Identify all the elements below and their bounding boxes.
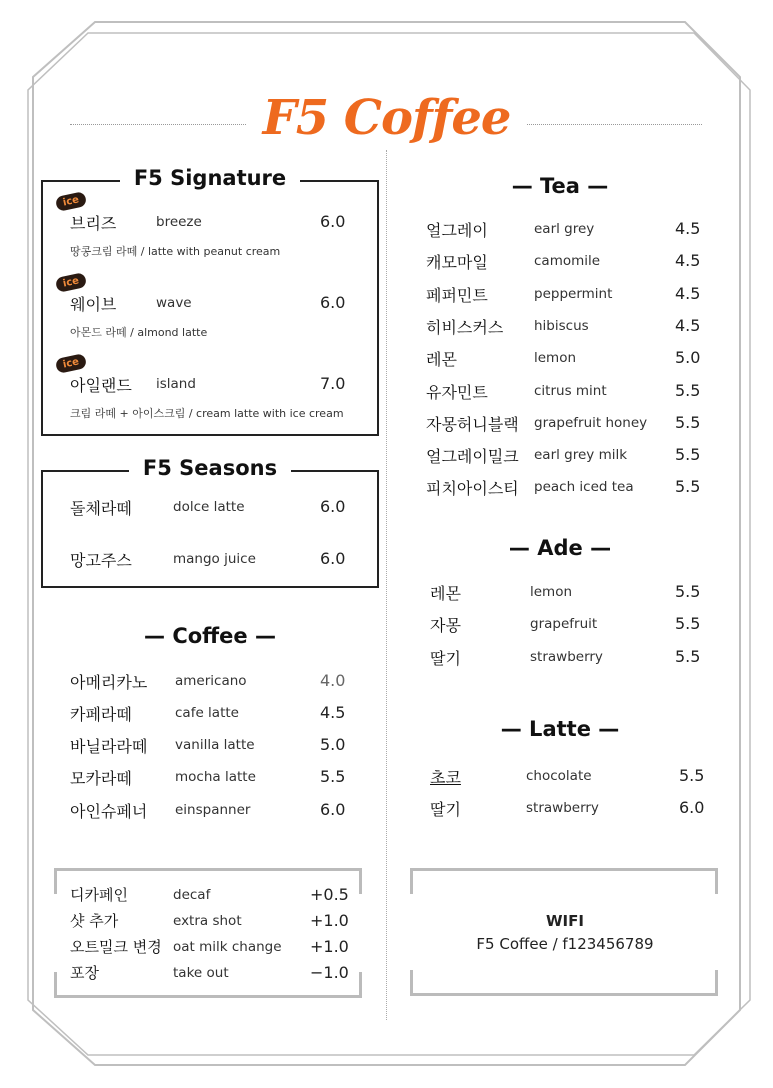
coffee-item-en: cafe latte [175, 705, 239, 721]
tea-item-kr: 얼그레이 [426, 221, 488, 240]
latte-item-price: 5.5 [679, 766, 705, 785]
coffee-item-en: einspanner [175, 802, 251, 818]
brand-logo: F5 Coffee [0, 88, 773, 148]
signature-item-kr: 아일랜드 [70, 376, 132, 395]
coffee-item-en: mocha latte [175, 769, 256, 785]
option-item-kr: 샷 추가 [70, 912, 119, 930]
option-item-en: extra shot [173, 913, 242, 929]
column-divider [386, 150, 387, 1020]
signature-item-en: island [156, 376, 196, 392]
coffee-title: — Coffee — [144, 624, 276, 648]
signature-item-price: 7.0 [320, 374, 346, 393]
latte-item-kr: 딸기 [430, 800, 461, 819]
signature-item-en: breeze [156, 214, 202, 230]
seasons-item-kr: 망고주스 [70, 551, 132, 570]
tea-item-price: 4.5 [675, 219, 701, 238]
ice-badge: ice [55, 191, 87, 212]
ade-item-en: grapefruit [530, 616, 598, 632]
tea-item-kr: 자몽허니블랙 [426, 415, 519, 434]
coffee-item-kr: 카페라떼 [70, 705, 132, 724]
signature-item-kr: 브리즈 [70, 214, 117, 233]
tea-item-price: 5.5 [675, 381, 701, 400]
option-item-kr: 포장 [70, 964, 99, 982]
tea-item-en: lemon [534, 350, 577, 366]
coffee-item-kr: 모카라떼 [70, 769, 132, 788]
option-item-kr: 오트밀크 변경 [70, 938, 162, 956]
tea-item-price: 5.0 [675, 348, 701, 367]
option-item-price: +1.0 [310, 937, 349, 956]
coffee-item-en: vanilla latte [175, 737, 255, 753]
tea-item-kr: 히비스커스 [426, 318, 504, 337]
option-item-price: +0.5 [310, 885, 349, 904]
signature-item-kr: 웨이브 [70, 295, 117, 314]
coffee-item-kr: 바닐라라떼 [70, 737, 148, 756]
ade-item-en: lemon [530, 584, 573, 600]
tea-item-price: 4.5 [675, 284, 701, 303]
seasons-item-price: 6.0 [320, 497, 346, 516]
signature-item-desc: 크림 라떼 + 아이스크림 / cream latte with ice cream [70, 407, 344, 420]
option-item-kr: 디카페인 [70, 886, 128, 904]
tea-item-en: citrus mint [534, 383, 607, 399]
tea-item-price: 5.5 [675, 477, 701, 496]
tea-item-kr: 캐모마일 [426, 253, 488, 272]
tea-item-en: hibiscus [534, 318, 589, 334]
tea-item-kr: 얼그레이밀크 [426, 447, 519, 466]
seasons-item-en: mango juice [173, 551, 256, 567]
wifi-bracket-top [410, 868, 718, 894]
coffee-item-price: 5.0 [320, 735, 346, 754]
ice-badge: ice [55, 353, 87, 374]
seasons-title: F5 Seasons [41, 456, 379, 480]
coffee-item-price: 4.0 [320, 671, 346, 690]
options-bracket-topline [54, 868, 362, 871]
latte-item-kr: 초코 [430, 768, 461, 787]
tea-item-en: peach iced tea [534, 479, 634, 495]
coffee-item-kr: 아인슈페너 [70, 802, 148, 821]
signature-title: F5 Signature [41, 166, 379, 190]
ade-item-price: 5.5 [675, 582, 701, 601]
latte-item-price: 6.0 [679, 798, 705, 817]
tea-item-en: earl grey [534, 221, 595, 237]
ade-item-kr: 레몬 [430, 584, 461, 603]
coffee-item-price: 5.5 [320, 767, 346, 786]
tea-title: — Tea — [511, 174, 609, 198]
ade-item-price: 5.5 [675, 614, 701, 633]
tea-item-en: peppermint [534, 286, 613, 302]
ade-title: — Ade — [508, 536, 612, 560]
option-item-price: +1.0 [310, 911, 349, 930]
tea-item-kr: 레몬 [426, 350, 457, 369]
signature-item-en: wave [156, 295, 192, 311]
wifi-label: WIFI [546, 912, 584, 930]
ade-item-kr: 딸기 [430, 649, 461, 668]
tea-item-price: 4.5 [675, 251, 701, 270]
tea-item-kr: 유자민트 [426, 383, 488, 402]
tea-item-price: 4.5 [675, 316, 701, 335]
latte-item-en: strawberry [526, 800, 599, 816]
signature-item-price: 6.0 [320, 293, 346, 312]
ade-item-price: 5.5 [675, 647, 701, 666]
signature-item-price: 6.0 [320, 212, 346, 231]
seasons-item-kr: 돌체라떼 [70, 499, 132, 518]
signature-item-desc: 아몬드 라떼 / almond latte [70, 326, 208, 339]
latte-item-en: chocolate [526, 768, 592, 784]
tea-item-price: 5.5 [675, 445, 701, 464]
tea-item-en: grapefruit honey [534, 415, 648, 431]
ade-item-en: strawberry [530, 649, 603, 665]
tea-item-price: 5.5 [675, 413, 701, 432]
coffee-item-kr: 아메리카노 [70, 673, 148, 692]
tea-item-en: camomile [534, 253, 601, 269]
latte-title: — Latte — [500, 717, 620, 741]
wifi-bracket-bottom [410, 970, 718, 996]
seasons-item-en: dolce latte [173, 499, 245, 515]
option-item-en: decaf [173, 887, 211, 903]
tea-item-kr: 피치아이스티 [426, 479, 519, 498]
coffee-item-en: americano [175, 673, 247, 689]
option-item-en: oat milk change [173, 939, 282, 955]
option-item-price: −1.0 [310, 963, 349, 982]
tea-item-en: earl grey milk [534, 447, 628, 463]
signature-item-desc: 땅콩크림 라떼 / latte with peanut cream [70, 245, 281, 258]
ice-badge: ice [55, 272, 87, 293]
tea-item-kr: 페퍼민트 [426, 286, 488, 305]
option-item-en: take out [173, 965, 229, 981]
seasons-item-price: 6.0 [320, 549, 346, 568]
wifi-credentials: F5 Coffee / f123456789 [476, 935, 654, 953]
ade-item-kr: 자몽 [430, 616, 461, 635]
coffee-item-price: 6.0 [320, 800, 346, 819]
coffee-item-price: 4.5 [320, 703, 346, 722]
